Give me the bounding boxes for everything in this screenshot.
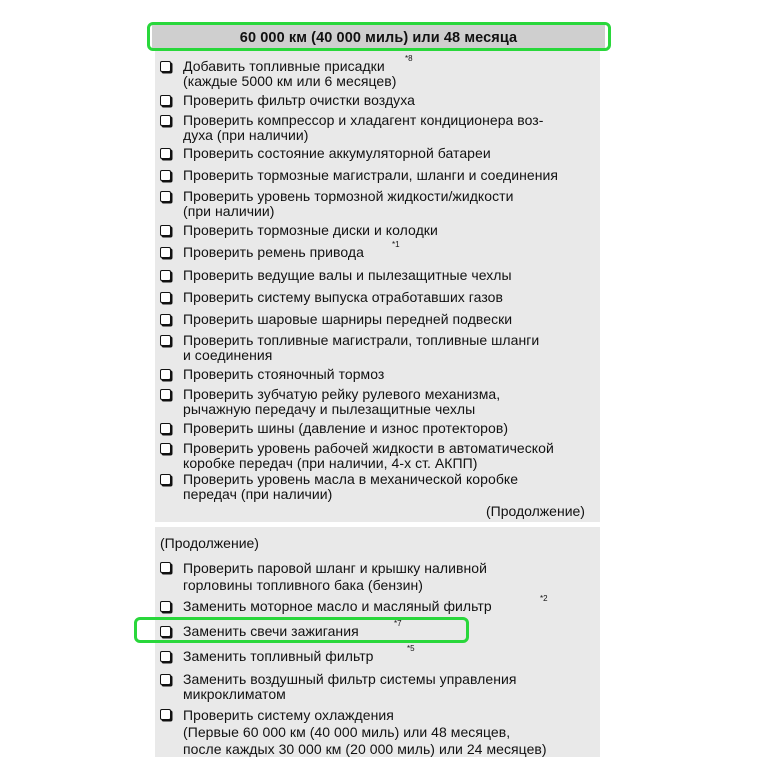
item-text: Проверить топливные магистрали, топливные шланги и соединения <box>183 332 540 363</box>
checkbox[interactable] <box>160 389 171 400</box>
checkbox[interactable] <box>160 170 171 181</box>
item-text: Заменить воздушный фильтр системы управления микроклиматом <box>183 671 517 702</box>
item-text: Проверить уровень тормозной жидкости/жидкости (при наличии) <box>183 188 514 219</box>
item-text: Проверить уровень рабочей жидкости в автоматической коробке передач (при наличии, 4-х ст. АКПП) <box>183 440 554 471</box>
continued-label: (Продолжение) <box>160 535 259 551</box>
checkbox[interactable] <box>160 369 171 380</box>
checkbox[interactable] <box>160 651 171 662</box>
item-text: Проверить зубчатую рейку рулевого механизма, рычажную передачу и пылезащитные чехлы <box>183 386 501 417</box>
item-text: Проверить состояние аккумуляторной батареи <box>183 145 491 161</box>
item-text: Добавить топливные присадки (каждые 5000 км или 6 месяцев) <box>183 58 397 89</box>
item-highlight <box>134 617 469 643</box>
item-text: Проверить компрессор и хладагент кондиционера воз- духа (при наличии) <box>183 112 544 143</box>
checkbox[interactable] <box>160 247 171 258</box>
item-text: Заменить свечи зажигания <box>183 623 359 639</box>
checkbox[interactable] <box>160 95 171 106</box>
checkbox[interactable] <box>160 443 171 454</box>
item-text: Проверить систему охлаждения (Первые 60 000 км (40 000 миль) или 48 месяцев, после каждых 30 000 км (20 000 миль) или 24 месяцев) <box>183 707 547 757</box>
item-text: Проверить шаровые шарниры передней подвески <box>183 311 513 327</box>
item-text: Проверить уровень масла в механической коробке передач (при наличии) <box>183 471 519 502</box>
item-text: Проверить ведущие валы и пылезащитные чехлы <box>183 267 512 283</box>
item-text: Заменить моторное масло и масляный фильтр <box>183 598 492 614</box>
item-text: Проверить тормозные диски и колодки <box>183 222 438 238</box>
checkbox[interactable] <box>160 674 171 685</box>
item-text: Проверить ремень привода <box>183 244 364 260</box>
checkbox[interactable] <box>160 225 171 236</box>
item-text: Проверить тормозные магистрали, шланги и соединения <box>183 167 559 183</box>
checkbox[interactable] <box>160 601 171 612</box>
header-highlight <box>147 22 611 51</box>
item-text: Проверить шины (давление и износ протекторов) <box>183 420 509 436</box>
checkbox[interactable] <box>160 148 171 159</box>
checkbox[interactable] <box>160 292 171 303</box>
checkbox[interactable] <box>160 61 171 72</box>
checkbox[interactable] <box>160 562 171 573</box>
checkbox[interactable] <box>160 115 171 126</box>
checkbox[interactable] <box>160 314 171 325</box>
checkbox[interactable] <box>160 709 171 720</box>
checkbox[interactable] <box>160 423 171 434</box>
item-text: Проверить фильтр очистки воздуха <box>183 92 415 108</box>
item-text: Проверить систему выпуска отработавших газов <box>183 289 503 305</box>
item-text: Проверить паровой шланг и крышку наливной горловины топливного бака (бензин) <box>183 560 487 593</box>
checkbox[interactable] <box>160 474 171 485</box>
continued-label: (Продолжение) <box>486 503 585 519</box>
interval-header: 60 000 км (40 000 миль) или 48 месяца <box>152 25 605 51</box>
item-text: Заменить топливный фильтр <box>183 648 374 664</box>
item-text: Проверить стояночный тормоз <box>183 366 385 382</box>
checkbox[interactable] <box>160 335 171 346</box>
checkbox[interactable] <box>160 270 171 281</box>
checkbox[interactable] <box>160 191 171 202</box>
